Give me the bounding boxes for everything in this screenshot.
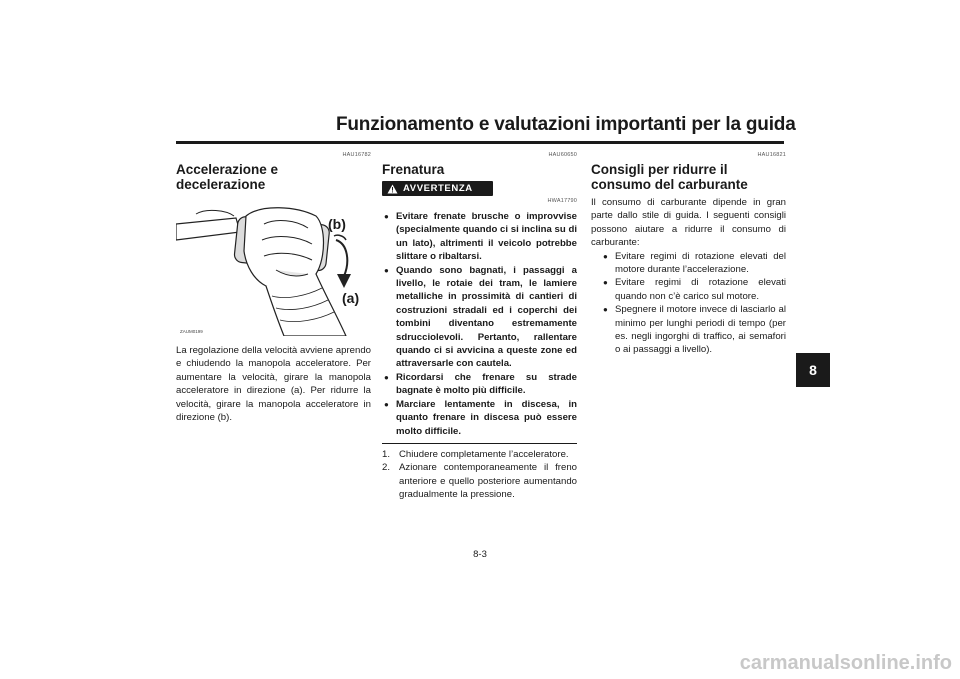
step-text: Chiudere completamente l’acceleratore.	[399, 448, 569, 460]
warning-triangle-icon	[387, 184, 398, 194]
list-item: ● Spegnere il motore invece di lasciarlo al minimo per lunghi periodi di tempo (per es. negli ingorghi di traffico, ai semafori o ai passaggi a livello).	[601, 303, 786, 357]
acceleration-paragraph: La regolazione della velocità avviene aprendo e chiudendo la manopola acceleratore. Per aumentare la velocità, girare la manopola acceleratore in direzione (a). Per ridurre la velocità, girare la manopola acceleratore in direzione (b).	[176, 345, 371, 424]
chapter-header-title: Funzionamento e valutazioni importanti per la guida	[336, 114, 796, 135]
list-item: ● Ricordarsi che frenare su strade bagnate è molto più difficile.	[382, 371, 577, 398]
section-title: Accelerazione e decelerazione	[176, 162, 279, 192]
warning-end-rule	[382, 443, 577, 444]
section-braking	[382, 152, 577, 502]
step-text: Azionare contemporaneamente il freno anteriore e quello posteriore aumentando gradualmente la pressione.	[399, 462, 577, 501]
chapter-tab: 8	[796, 353, 830, 387]
watermark: carmanualsonline.info	[739, 652, 952, 674]
list-item	[382, 448, 577, 461]
step-number: 2.	[382, 462, 391, 474]
list-item: ● Quando sono bagnati, i passaggi a livello, le rotaie dei tram, le lamiere metalliche in prossimità di cantieri di costruzioni stradali ed i coperchi dei tombini diventano estremamente sdrucciolevoli. Pertanto, rallentare quando ci si avvicina a queste zone ed attraversarle con cautela.	[382, 264, 577, 371]
warning-code: HWA17790	[547, 198, 577, 204]
warning-list	[382, 210, 577, 438]
step-number: 1.	[382, 448, 391, 460]
page-number: 8-3	[473, 549, 487, 560]
figure-code: ZAUM0199	[180, 329, 203, 334]
section-title: Consigli per ridurre il consumo del carburante	[591, 162, 748, 192]
list-item: ● Marciare lentamente in discesa, in quanto frenare in discesa può essere molto difficile.	[382, 398, 577, 438]
list-item: ● Evitare regimi di rotazione elevati del motore durante l’accelerazione.	[601, 250, 786, 277]
direction-b-label: (b)	[328, 216, 346, 232]
section-acceleration	[176, 152, 371, 424]
warning-badge	[382, 181, 493, 196]
warning-label: AVVERTENZA	[403, 183, 473, 194]
list-item: ● Evitare frenate brusche o improvvise (specialmente quando ci si inclina su di un lato), altrimenti il veicolo potrebbe slittare o ribaltarsi.	[382, 210, 577, 264]
fuel-tips-list	[601, 250, 786, 357]
section-fuel-saving	[591, 152, 786, 357]
direction-a-label: (a)	[342, 290, 360, 306]
list-item	[382, 461, 577, 501]
header-divider	[176, 141, 784, 144]
list-item: ● Evitare regimi di rotazione elevati quando non c’è carico sul motore.	[601, 276, 786, 303]
fuel-intro-paragraph: Il consumo di carburante dipende in gran parte dallo stile di guida. I seguenti consigli possono aiutare a ridurre il consumo di carburante:	[591, 197, 786, 249]
section-code: HAU16782	[342, 152, 371, 158]
throttle-illustration	[176, 196, 371, 336]
section-code: HAU60650	[548, 152, 577, 158]
section-code: HAU16821	[757, 152, 786, 158]
section-title: Frenatura	[382, 162, 445, 177]
braking-steps	[382, 448, 577, 502]
